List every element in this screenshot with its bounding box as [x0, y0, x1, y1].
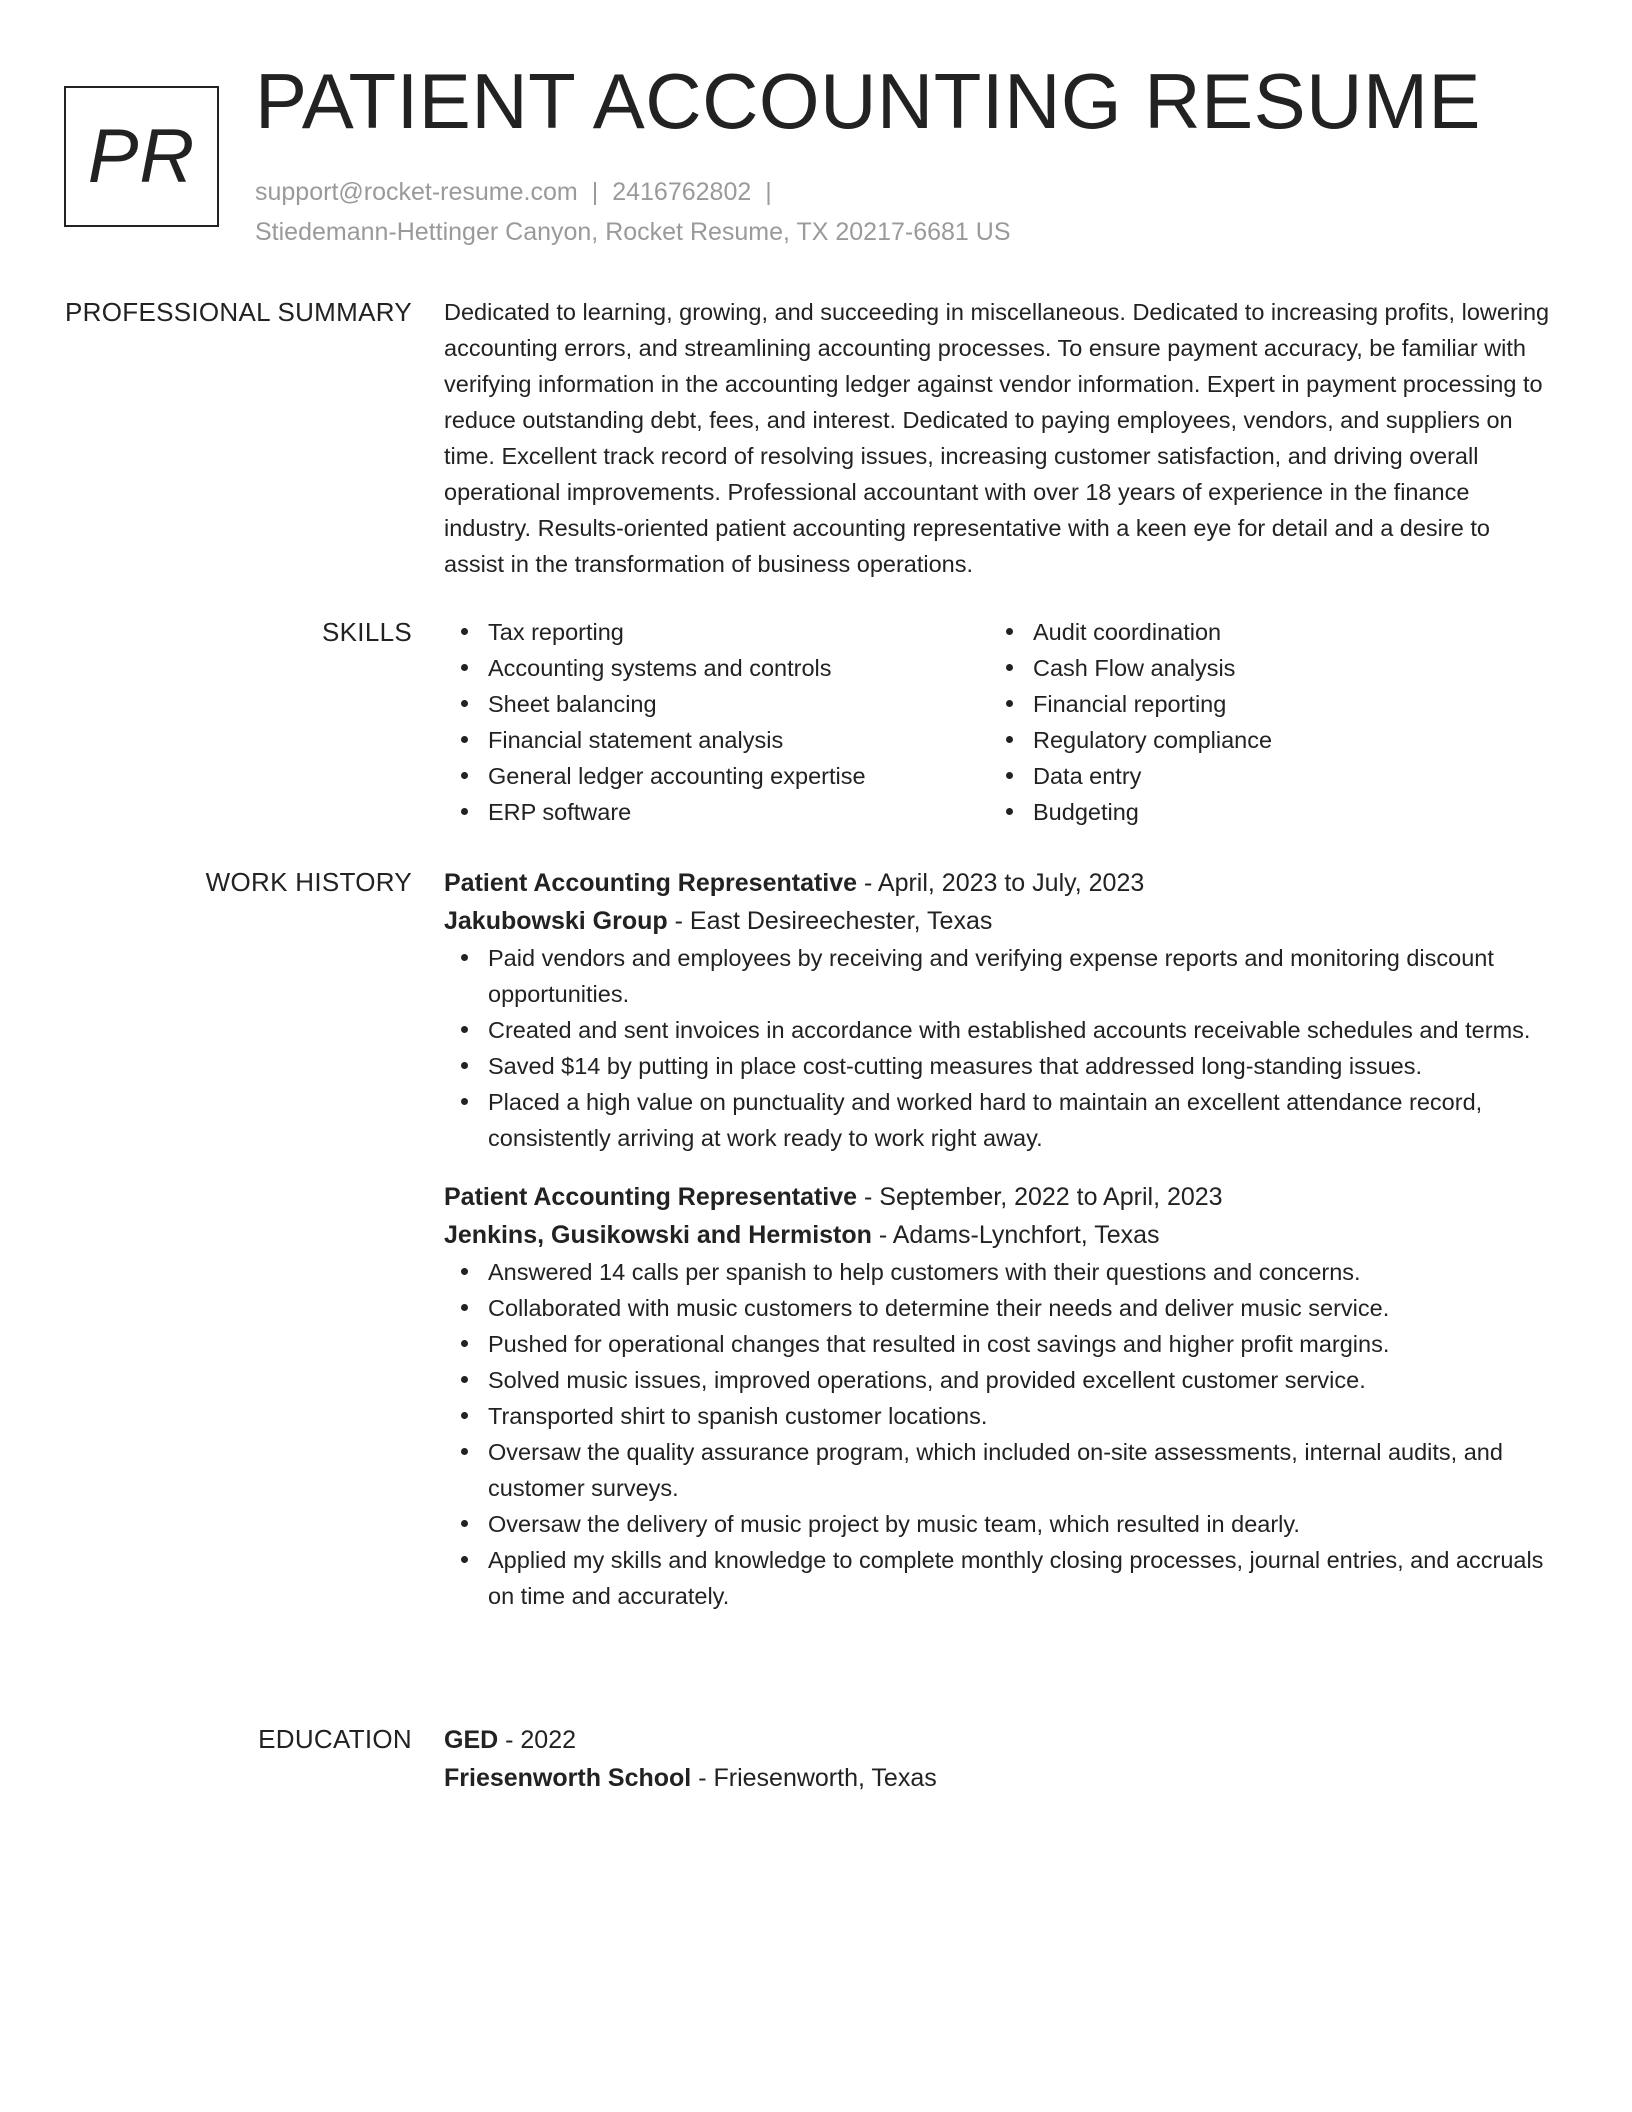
email-link[interactable]: support@rocket-resume.com	[255, 178, 578, 206]
duty-item: Pushed for operational changes that resulted in cost savings and higher profit margins.	[444, 1326, 1554, 1362]
skill-item: Budgeting	[989, 794, 1534, 830]
duty-item: Oversaw the quality assurance program, which included on-site assessments, internal audits, and customer surveys.	[444, 1434, 1554, 1506]
job-entry	[444, 1178, 1554, 1614]
duty-item: Paid vendors and employees by receiving and verifying expense reports and monitoring discount opportunities.	[444, 940, 1554, 1012]
section-label-summary: PROFESSIONAL SUMMARY	[65, 297, 412, 327]
job-heading	[444, 864, 1554, 902]
skills-list-left	[444, 614, 989, 830]
skill-item: Accounting systems and controls	[444, 650, 989, 686]
contact-separator: |	[591, 178, 599, 206]
duty-item: Collaborated with music customers to determine their needs and deliver music service.	[444, 1290, 1554, 1326]
skill-item: ERP software	[444, 794, 989, 830]
skill-item: Regulatory compliance	[989, 722, 1534, 758]
section-label-education: EDUCATION	[258, 1724, 412, 1754]
education-school	[444, 1759, 1554, 1797]
section-label-work-history: WORK HISTORY	[205, 867, 412, 897]
skill-item: Audit coordination	[989, 614, 1534, 650]
job-duties	[444, 940, 1554, 1156]
duty-item: Oversaw the delivery of music project by music team, which resulted in dearly.	[444, 1506, 1554, 1542]
summary-text: Dedicated to learning, growing, and succeeding in miscellaneous. Dedicated to increasing profits, lowering accounting errors, and streamlining accounting processes. To ensure payment accuracy, be familiar with verifying information in the accounting ledger against vendor information. Expert in payment processing to reduce outstanding debt, fees, and interest. Dedicated to paying employees, vendors, and suppliers on time. Excellent track record of resolving issues, increasing customer satisfaction, and driving overall operational improvements. Professional accountant with over 18 years of experience in the finance industry. Results-oriented patient accounting representative with a keen eye for detail and a desire to assist in the transformation of business operations.	[444, 299, 1550, 577]
education-body	[444, 1721, 1554, 1797]
duty-item: Applied my skills and knowledge to complete monthly closing processes, journal entries, and accruals on time and accurately.	[444, 1542, 1554, 1614]
skill-item: General ledger accounting expertise	[444, 758, 989, 794]
job-employer	[444, 902, 1554, 940]
contact-separator: |	[765, 178, 772, 206]
company-name: Jenkins, Gusikowski and Hermiston	[444, 1221, 872, 1249]
monogram-badge: PR	[64, 86, 219, 227]
skill-item: Cash Flow analysis	[989, 650, 1534, 686]
duty-item: Placed a high value on punctuality and worked hard to maintain an excellent attendance record, consistently arriving at work ready to work right away.	[444, 1084, 1554, 1156]
duty-item: Created and sent invoices in accordance with established accounts receivable schedules and terms.	[444, 1012, 1554, 1048]
skill-item: Data entry	[989, 758, 1534, 794]
degree-name: GED	[444, 1726, 499, 1754]
skills-list-right	[989, 614, 1534, 830]
contact-line-1	[255, 172, 1011, 212]
job-title: Patient Accounting Representative	[444, 869, 858, 897]
company-name: Jakubowski Group	[444, 907, 668, 935]
school-location: - Friesenworth, Texas	[691, 1764, 937, 1792]
work-history-body	[444, 864, 1554, 1614]
skills-columns	[444, 614, 1554, 830]
job-location: - East Desireechester, Texas	[667, 907, 993, 935]
job-duties	[444, 1254, 1554, 1614]
skill-item: Financial statement analysis	[444, 722, 989, 758]
duty-item: Answered 14 calls per spanish to help customers with their questions and concerns.	[444, 1254, 1554, 1290]
school-name: Friesenworth School	[444, 1764, 692, 1792]
duty-item: Solved music issues, improved operations, and provided excellent customer service.	[444, 1362, 1554, 1398]
summary-body	[444, 294, 1554, 582]
job-heading	[444, 1178, 1554, 1216]
job-entry	[444, 864, 1554, 1156]
job-title: Patient Accounting Representative	[444, 1183, 858, 1211]
duty-item: Transported shirt to spanish customer locations.	[444, 1398, 1554, 1434]
resume-title: PATIENT ACCOUNTING RESUME	[255, 57, 1481, 145]
skill-item: Sheet balancing	[444, 686, 989, 722]
section-label-skills: SKILLS	[322, 617, 412, 647]
job-location: - Adams-Lynchfort, Texas	[871, 1221, 1160, 1249]
resume-header	[0, 0, 1632, 270]
job-dates: - April, 2023 to July, 2023	[857, 869, 1145, 897]
job-employer	[444, 1216, 1554, 1254]
skill-item: Tax reporting	[444, 614, 989, 650]
phone-number[interactable]: 2416762802	[612, 178, 752, 206]
contact-info	[255, 172, 1011, 252]
duty-item: Saved $14 by putting in place cost-cutting measures that addressed long-standing issues.	[444, 1048, 1554, 1084]
degree-year: - 2022	[498, 1726, 577, 1754]
skill-item: Financial reporting	[989, 686, 1534, 722]
address: Stiedemann-Hettinger Canyon, Rocket Resume, TX 20217-6681 US	[255, 218, 1011, 246]
education-degree	[444, 1721, 1554, 1759]
job-dates: - September, 2022 to April, 2023	[857, 1183, 1223, 1211]
